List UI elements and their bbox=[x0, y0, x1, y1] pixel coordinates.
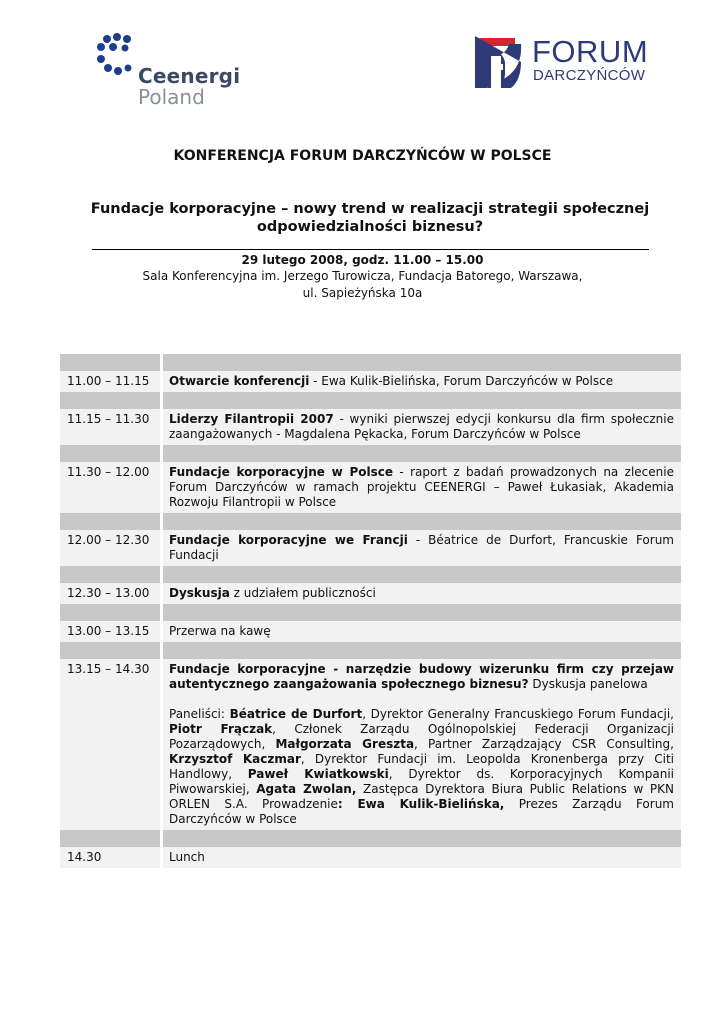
panelist-name: Piotr Frączak bbox=[169, 722, 273, 736]
conference-title: KONFERENCJA FORUM DARCZYŃCÓW W POLSCE bbox=[173, 148, 552, 164]
agenda-description bbox=[162, 583, 682, 604]
conference-venue bbox=[0, 268, 725, 302]
panel-text: Paneliści: bbox=[169, 707, 230, 721]
moderator-name: : Ewa Kulik-Bielińska, bbox=[337, 797, 505, 811]
panelist-name: Béatrice de Durfort bbox=[229, 707, 363, 721]
title-divider bbox=[92, 249, 649, 250]
ceenergi-logo bbox=[96, 33, 241, 109]
panelist-name: Agata Zwolan, bbox=[256, 782, 357, 796]
agenda-title: Dyskusja bbox=[169, 586, 230, 600]
agenda-separator bbox=[60, 830, 681, 847]
agenda-time: 14.30 bbox=[60, 847, 162, 868]
agenda-separator bbox=[60, 354, 681, 371]
agenda-details: - Ewa Kulik-Bielińska, Forum Darczyńców w Polsce bbox=[309, 374, 614, 388]
panelist-name: Małgorzata Greszta bbox=[275, 737, 415, 751]
panel-text: Zastępca Dyrektora Biura Public Relations w PKN ORLEN S.A. Prowadzenie bbox=[169, 782, 674, 811]
agenda-row bbox=[60, 621, 681, 642]
agenda-description bbox=[162, 621, 682, 642]
panel-text: , Dyrektor Generalny Francuskiego Forum Fundacji, bbox=[362, 707, 674, 721]
agenda-separator bbox=[60, 445, 681, 462]
venue-line-2: ul. Sapieżyńska 10a bbox=[302, 286, 423, 300]
conference-date: 29 lutego 2008, godz. 11.00 – 15.00 bbox=[241, 253, 484, 267]
agenda-separator bbox=[60, 604, 681, 621]
agenda-description bbox=[162, 530, 682, 566]
agenda-time: 12.30 – 13.00 bbox=[60, 583, 162, 604]
agenda-title: Fundacje korporacyjne w Polsce bbox=[169, 465, 394, 479]
agenda-details: Dyskusja panelowa bbox=[528, 677, 648, 691]
agenda-separator bbox=[60, 392, 681, 409]
agenda-row bbox=[60, 530, 681, 566]
panel-text: , Dyrektor ds. Korporacyjnych Kompanii Piwowarskiej, bbox=[169, 767, 674, 796]
agenda-row bbox=[60, 583, 681, 604]
agenda-description bbox=[162, 462, 682, 513]
agenda-separator bbox=[60, 642, 681, 659]
agenda-title: Otwarcie konferencji bbox=[169, 374, 310, 388]
panel-text: , Partner Zarządzający CSR Consulting, bbox=[414, 737, 674, 751]
agenda-time: 13.00 – 13.15 bbox=[60, 621, 162, 642]
panel-text: , Członek Zarządu Ogólnopolskiej Federacji Organizacji Pozarządowych, bbox=[169, 722, 675, 751]
forum-name: FORUM bbox=[532, 34, 649, 69]
agenda-separator bbox=[60, 513, 681, 530]
agenda-details: z udziałem publiczności bbox=[229, 586, 376, 600]
agenda-row bbox=[60, 847, 681, 868]
forum-darczyncow-logo bbox=[475, 36, 650, 91]
panelist-name: Paweł Kwiatkowski bbox=[247, 767, 389, 781]
agenda-time: 11.15 – 11.30 bbox=[60, 409, 162, 445]
agenda-time: 11.00 – 11.15 bbox=[60, 371, 162, 392]
forum-subname: DARCZYŃCÓW bbox=[533, 67, 646, 84]
agenda-description bbox=[162, 847, 682, 868]
agenda-description bbox=[162, 409, 682, 445]
agenda-row bbox=[60, 462, 681, 513]
panelists bbox=[169, 707, 674, 827]
agenda-details: Przerwa na kawę bbox=[169, 624, 271, 638]
conference-subtitle: Fundacje korporacyjne – nowy trend w realizacji strategii społecznej odpowiedzialności biznesu? bbox=[90, 201, 650, 235]
forum-f-icon bbox=[475, 36, 523, 88]
venue-line-1: Sala Konferencyjna im. Jerzego Turowicza, Fundacja Batorego, Warszawa, bbox=[142, 269, 583, 283]
agenda-row bbox=[60, 409, 681, 445]
agenda-title: Liderzy Filantropii 2007 bbox=[169, 412, 334, 426]
agenda-details: Lunch bbox=[169, 850, 205, 864]
panel-text: , Dyrektor Fundacji im. Leopolda Kronenberga przy Citi Handlowy, bbox=[169, 752, 674, 781]
agenda-row bbox=[60, 659, 681, 830]
agenda-time: 11.30 – 12.00 bbox=[60, 462, 162, 513]
agenda-details: - raport z badań prowadzonych na zlecenie Forum Darczyńców w ramach projektu CEENERGI – Paweł Łukasiak, Akademia Rozwoju Filantropii w Polsce bbox=[169, 465, 674, 509]
panelist-name: Krzysztof Kaczmar bbox=[169, 752, 301, 766]
panel-text: Prezes Zarządu Forum Darczyńców w Polsce bbox=[169, 797, 674, 826]
agenda-table bbox=[60, 354, 681, 868]
agenda-row bbox=[60, 371, 681, 392]
agenda-title: Fundacje korporacyjne we Francji bbox=[169, 533, 408, 547]
agenda-details: - wyniki pierwszej edycji konkursu dla firm społecznie zaangażowanych - Magdalena Pękacka, Forum Darczyńców w Polsce bbox=[169, 412, 674, 441]
ceenergi-country: Poland bbox=[138, 85, 205, 109]
agenda-time: 12.00 – 12.30 bbox=[60, 530, 162, 566]
ceenergi-name: Ceenergi bbox=[138, 64, 241, 88]
agenda-description bbox=[162, 659, 682, 830]
agenda-details: - Béatrice de Durfort, Francuskie Forum Fundacji bbox=[169, 533, 674, 562]
agenda-separator bbox=[60, 566, 681, 583]
ceenergi-dots-icon bbox=[96, 33, 138, 75]
panel-topic bbox=[169, 662, 674, 692]
agenda-title: Fundacje korporacyjne - narzędzie budowy wizerunku firm czy przejaw autentycznego zaangażowania społecznego biznesu? bbox=[169, 662, 674, 691]
agenda-time: 13.15 – 14.30 bbox=[60, 659, 162, 830]
agenda-description bbox=[162, 371, 682, 392]
